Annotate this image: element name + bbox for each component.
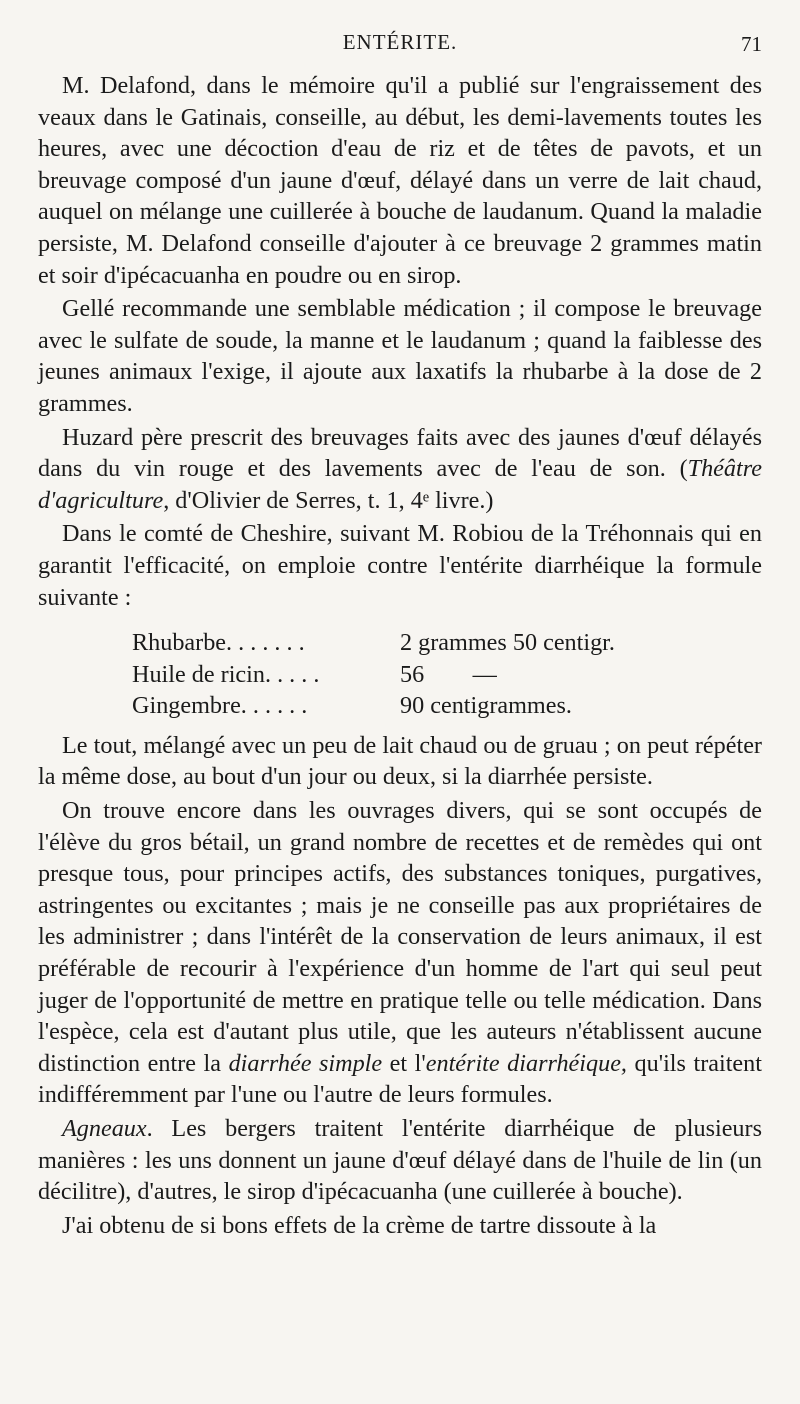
paragraph: [38, 730, 762, 793]
italic-text: entérite diarrhéique,: [425, 1049, 627, 1077]
paragraph-text: J'ai obtenu de si bons effets de la crème de tartre dissoute à la: [62, 1211, 657, 1239]
recipe-row: [132, 627, 762, 659]
paragraph-text: . Les bergers traitent l'entérite diarrhéique de plusieurs manières : les uns donnent un jaune d'œuf délayé dans de l'huile de lin (un décilitre), d'autres, le sirop d'ipécacuanha (une cuillerée à bouche).: [38, 1115, 762, 1206]
paragraphs-before-recipe: [38, 70, 762, 613]
paragraph: [38, 1113, 762, 1208]
paragraph-text: Le tout, mélangé avec un peu de lait chaud ou de gruau ; on peut répéter la même dose, au bout d'un jour ou deux, si la diarrhée persiste.: [38, 731, 762, 791]
italic-text: Théâtre d'agriculture: [38, 455, 762, 514]
recipe-ingredient: Huile de ricin. . . . .: [132, 660, 320, 688]
paragraph: [38, 795, 762, 1111]
paragraph-text: Huzard père prescrit des breuvages faits avec des jaunes d'œuf délayés dans du vin rouge et des lavements avec de l'eau de son. (: [38, 423, 762, 483]
recipe-dose: 2 grammes 50 centigr.: [400, 629, 615, 657]
recipe-formula: [132, 627, 762, 722]
recipe-ingredient: Gingembre. . . . . .: [132, 692, 308, 720]
running-title: ENTÉRITE.: [342, 30, 458, 54]
recipe-ingredient: Rhubarbe. . . . . . .: [132, 629, 305, 657]
recipe-dose: 90 centigrammes.: [400, 692, 572, 720]
paragraph: [38, 422, 762, 517]
paragraph: [38, 1210, 762, 1242]
paragraph-text: M. Delafond, dans le mémoire qu'il a publié sur l'engraissement des veaux dans le Gatinais, conseille, au début, les demi-lavements toutes les heures, avec une décoction d'eau de riz et de têtes de pavots, et un breuvage composé d'un jaune d'œuf, délayé dans un verre de lait chaud, auquel on mélange une cuillerée à bouche de laudanum. Quand la maladie persiste, M. Delafond conseille d'ajouter à ce breuvage 2 grammes matin et soir d'ipécacuanha en poudre ou en sirop.: [38, 72, 762, 289]
paragraph: [38, 518, 762, 613]
paragraph-text: , d'Olivier de Serres, t. 1, 4ᵉ livre.): [163, 486, 494, 514]
recipe-row: [132, 690, 762, 722]
recipe-row: [132, 659, 762, 691]
paragraph: [38, 293, 762, 419]
italic-text: Agneaux: [62, 1115, 147, 1142]
paragraph-text: qu'ils traitent indifféremment par l'une ou l'autre de leurs formules.: [38, 1049, 762, 1109]
paragraph: [38, 70, 762, 291]
paragraph-text: Gellé recommande une semblable médication ; il compose le breuvage avec le sulfate de soude, la manne et le laudanum ; quand la faiblesse des jeunes animaux l'exige, il ajoute aux laxatifs la rhubarbe à la dose de 2 grammes.: [38, 295, 762, 417]
paragraphs-after-recipe: [38, 730, 762, 1242]
body-text: [38, 70, 762, 1241]
running-head: [38, 30, 762, 70]
paragraph-text: et l': [382, 1049, 426, 1077]
paragraph-text: Dans le comté de Cheshire, suivant M. Robiou de la Tréhonnais qui en garantit l'efficacité, on emploie contre l'entérite diarrhéique la formule suivante :: [38, 520, 762, 611]
recipe-dose: 56 —: [400, 660, 497, 688]
page-number: 71: [741, 32, 762, 56]
italic-text: diarrhée simple: [228, 1049, 383, 1077]
paragraph-text: On trouve encore dans les ouvrages divers, qui se sont occupés de l'élève du gros bétail, un grand nombre de recettes et de remèdes qui ont presque tous, pour principes actifs, des substances toniques, purgatives, astringentes ou excitantes ; mais je ne conseille pas aux propriétaires de les administrer ; dans l'intérêt de la conservation de leurs animaux, il est préférable de recourir à l'expérience d'un homme de l'art qui seul peut juger de l'opportunité de mettre en pratique telle ou telle médication. Dans l'espèce, cela est d'autant plus utile, que les auteurs n'établissent aucune distinction entre la: [38, 797, 762, 1077]
